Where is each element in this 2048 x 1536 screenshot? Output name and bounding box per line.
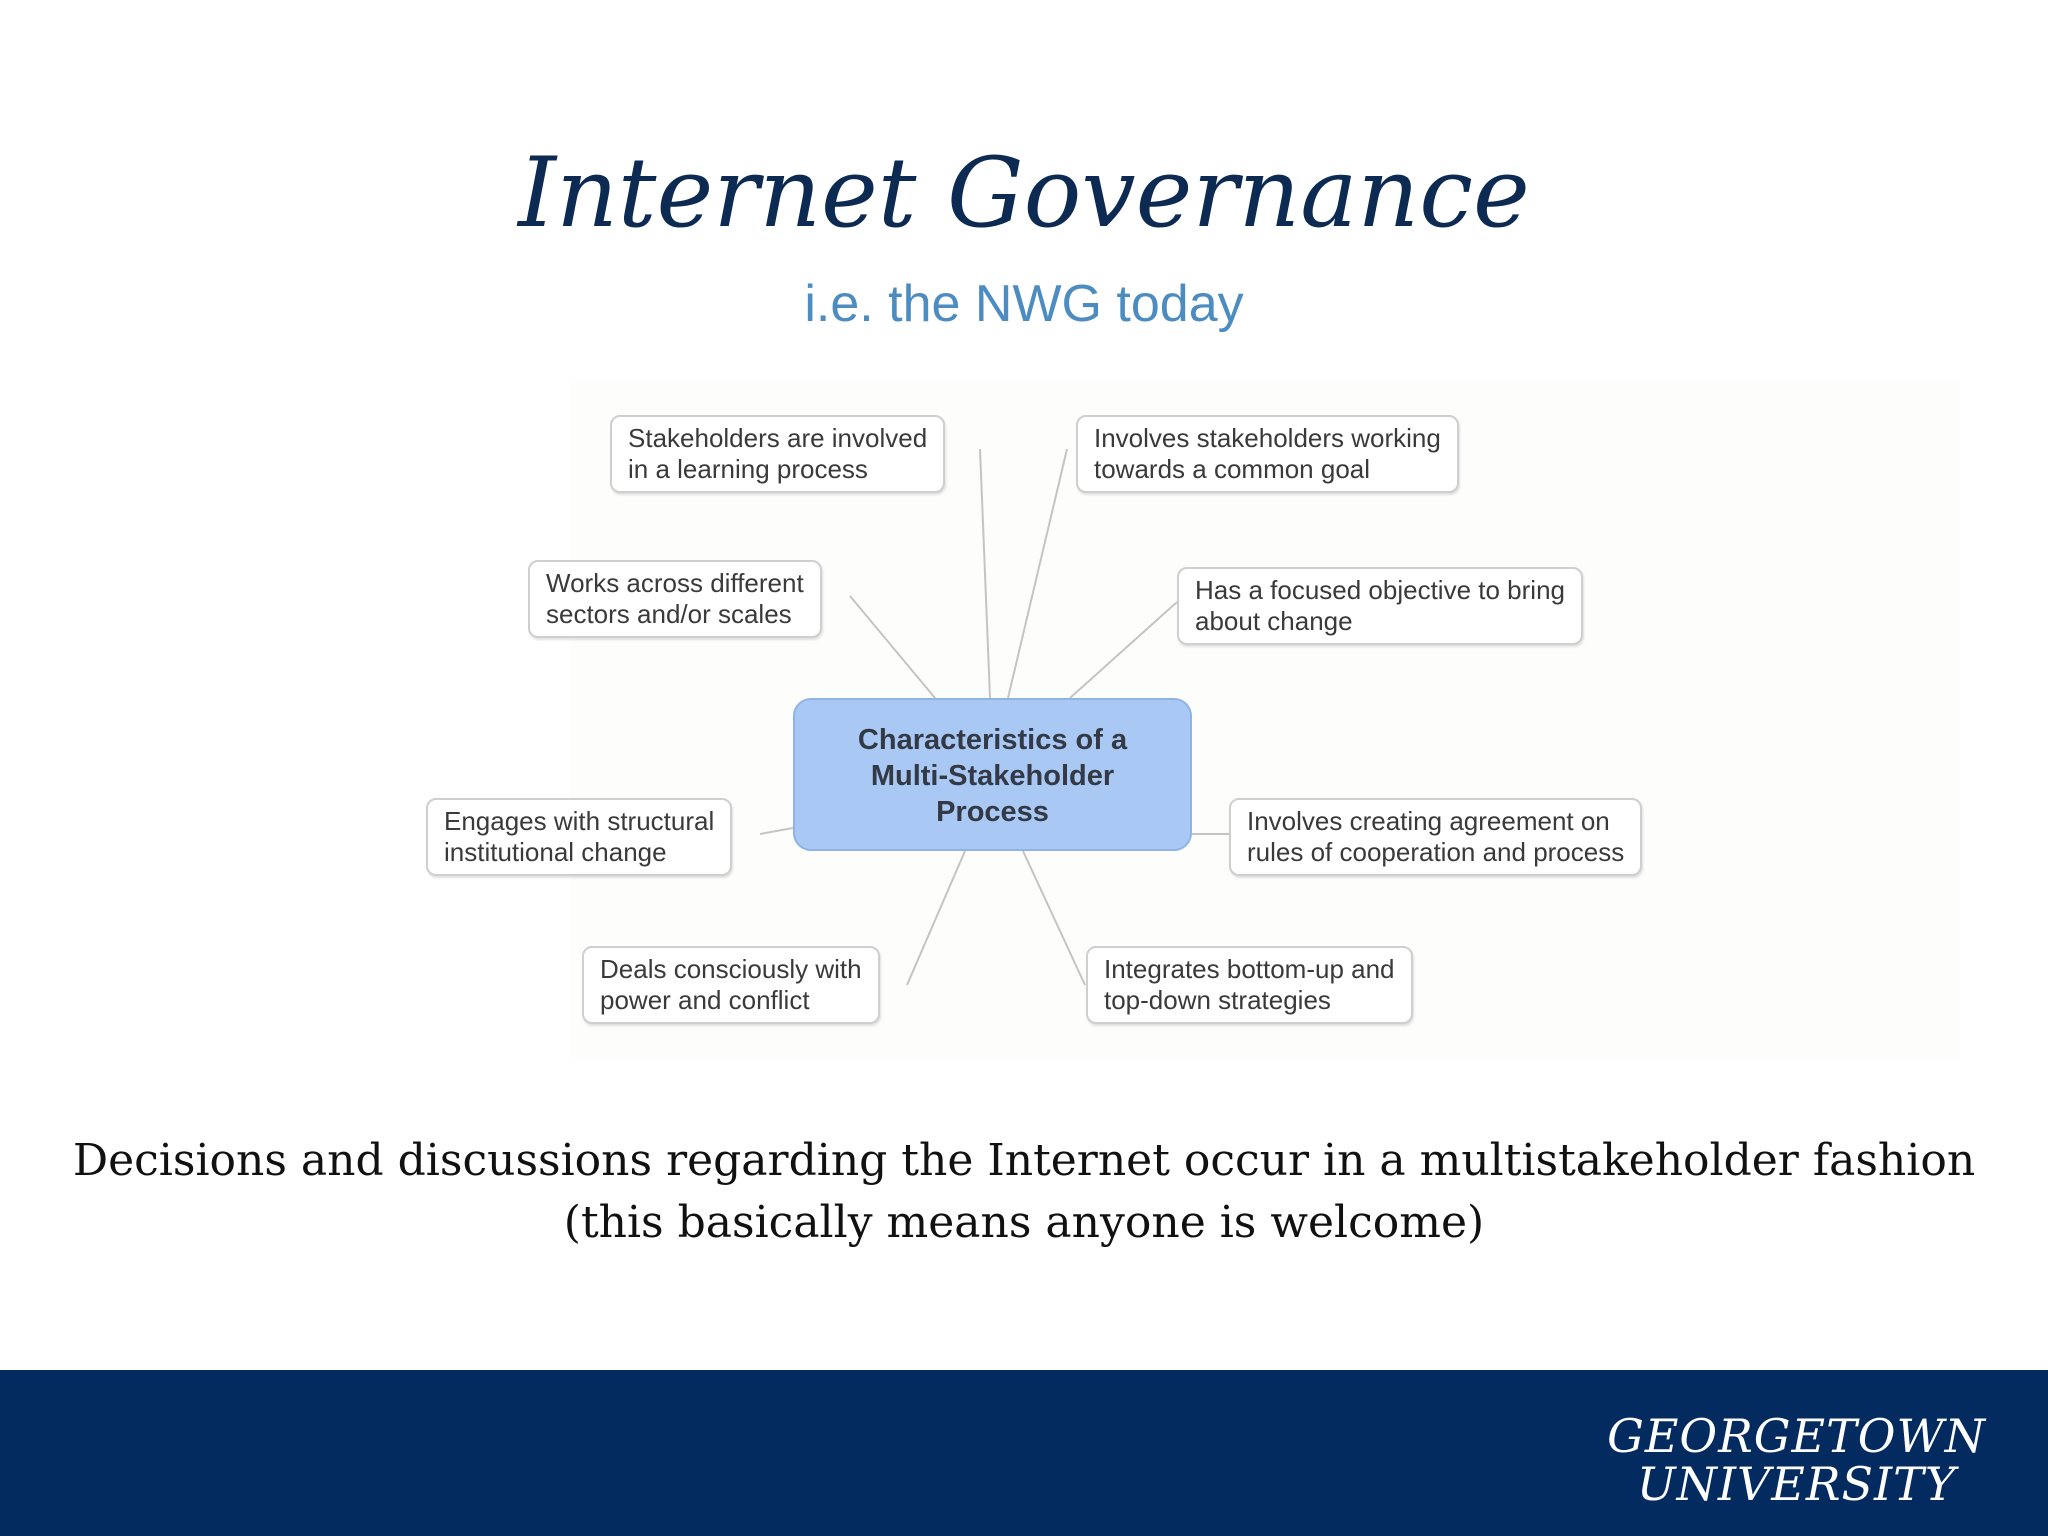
connector-strategies: [1023, 851, 1085, 985]
node-agreement: [1229, 798, 1642, 876]
logo-line-1: GEORGETOWN: [1607, 1409, 1986, 1463]
center-node-text: Process: [936, 796, 1049, 828]
node-text: Has a focused objective to bring: [1195, 575, 1565, 605]
slide-title: Internet Governance: [518, 137, 1530, 249]
caption-line-1: Decisions and discussions regarding the Internet occur in a multistakeholder fashion: [72, 1135, 1976, 1186]
node-text: Integrates bottom-up and: [1104, 954, 1395, 984]
center-node-text: Multi-Stakeholder: [870, 760, 1115, 792]
georgetown-logo: [1607, 1409, 1986, 1511]
node-text: sectors and/or scales: [546, 599, 792, 629]
node-text: Involves creating agreement on: [1247, 806, 1610, 836]
node-common-goal: [1076, 415, 1459, 493]
node-text: Involves stakeholders working: [1094, 423, 1441, 453]
node-power: [582, 946, 880, 1024]
connector-learning: [980, 449, 990, 698]
node-text: top-down strategies: [1104, 985, 1331, 1015]
connector-power: [907, 851, 965, 985]
caption: [0, 1130, 2048, 1254]
connector-objective: [1070, 602, 1177, 698]
node-text: Works across different: [546, 568, 804, 598]
node-learning: [610, 415, 945, 493]
node-objective: [1177, 567, 1583, 645]
connector-sectors: [850, 596, 935, 698]
footer-bar: [0, 1370, 2048, 1536]
node-text: about change: [1195, 606, 1353, 636]
node-text: Deals consciously with: [600, 954, 862, 984]
node-text: towards a common goal: [1094, 454, 1371, 484]
node-sectors: [528, 560, 822, 638]
connector-structural: [760, 828, 793, 834]
node-text: institutional change: [444, 837, 667, 867]
node-text: Engages with structural: [444, 806, 715, 836]
node-text: rules of cooperation and process: [1247, 837, 1625, 867]
caption-line-2: (this basically means anyone is welcome): [563, 1197, 1485, 1248]
logo-line-2: UNIVERSITY: [1636, 1457, 1957, 1511]
connector-common-goal: [1008, 449, 1067, 698]
center-node-text: Characteristics of a: [857, 724, 1128, 756]
center-node: [793, 698, 1192, 851]
slide-subtitle: i.e. the NWG today: [804, 275, 1244, 333]
node-text: in a learning process: [628, 454, 868, 484]
node-structural: [426, 798, 732, 876]
node-strategies: [1086, 946, 1413, 1024]
node-text: power and conflict: [600, 985, 810, 1015]
node-text: Stakeholders are involved: [628, 423, 928, 453]
